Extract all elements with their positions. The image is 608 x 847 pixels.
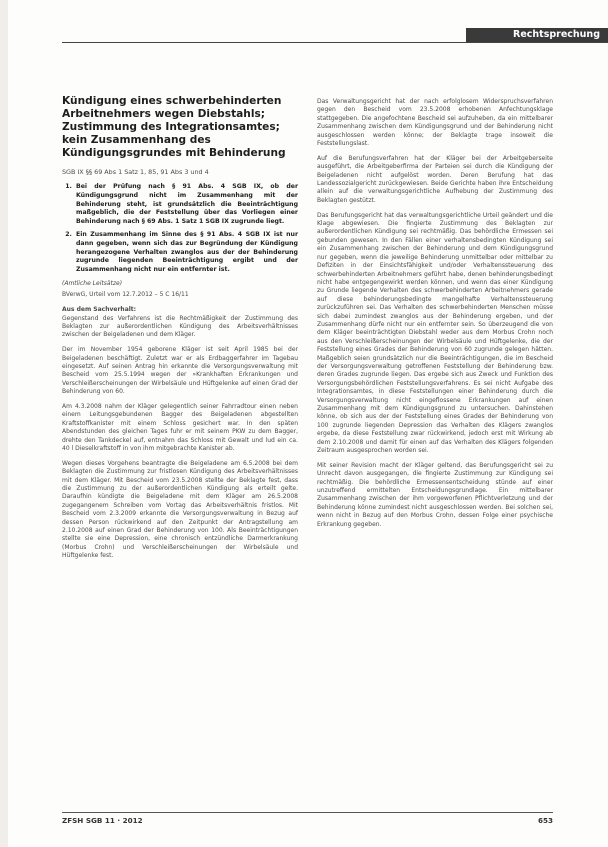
page-margin-strip: [0, 0, 8, 847]
body-paragraph: Auf die Berufungsverfahren hat der Kläger bei der Arbeitgeberseite ausgeführt, die Arbeitgeberfirma der Parteien sei durch die Kündigung der Beigeladenen nicht aufgelöst worden. Deren Berufung hat das Landessozialgericht zurückgewiesen. Beide Gerichte haben ihre Entscheidung allein auf die verwaltungsgerichtliche Aufhebung der Zustimmung des Beklagten gestützt.: [317, 154, 553, 204]
right-column: [317, 98, 553, 535]
facts-heading: Aus dem Sachverhalt:: [62, 306, 137, 314]
body-paragraph: Am 4.3.2008 nahm der Kläger gelegentlich seiner Fahrradtour einen neben einem Leitungsgebundenen Bagger des Beigeladenen abgestellten Kraftstoffkanister mit einem Schloss gesichert war. In den späten Abendstunden des gleichen Tages fuhr er mit seinem PKW zu dem Bagger, drehte den Tankdeckel auf, entnahm das Schloss mit Gewalt und lud ein ca. 40 l Dieselkraftstoff in von ihm mitgebrachte Kanister ab.: [62, 403, 298, 453]
headnote-source: (Amtliche Leitsätze): [62, 280, 123, 288]
body-paragraph: Mit seiner Revision macht der Kläger geltend, das Berufungsgericht sei zu Unrecht davon ausgegangen, die fingierte Zustimmung zur Kündigung sei rechtmäßig. Die behördliche Ermessensentscheidung stünde auf einer unzutreffend ermittelten Entscheidungsgrundlage. Ein mittelbarer Zusammenhang zwischen der ihm vorgeworfenen Pflichtverletzung und der Behinderung könne zumindest nicht ausgeschlossen werden. Bei solchen sei, wenn nicht in Bezug auf den Morbus Crohn, dessen Folge einer psychische Erkrankung gegeben.: [317, 461, 553, 528]
footer-rule: [62, 812, 553, 813]
body-paragraph: Wegen dieses Vorgehens beantragte die Beigeladene am 6.5.2008 bei dem Beklagten die Zustimmung zur fristlosen Kündigung des Arbeitsverhältnisses mit dem Kläger. Mit Bescheid vom 23.5.2008 stellte der Beklagte fest, dass die Zustimmung zu der außerordentlichen Kündigung als erteilt gelte. Daraufhin kündigte die Beigeladene mit dem Kläger am 26.5.2008 zugegangenem Schreiben vom Vortag das Arbeitsverhältnis fristlos. Mit Bescheid vom 2.3.2009 erkannte die Versorgungsverwaltung in Bezug auf dessen Person rückwirkend auf den Zeitpunkt der Antragstellung am 2.10.2008 auf einen Grad der Behinderung von 100. Als Beeinträchtigungen stellte sie eine Depression, eine chronisch entzündliche Darmerkrankung (Morbus Crohn) und Verschleißerscheinungen der Wirbelsäule und Hüftgelenke fest.: [62, 459, 298, 560]
headnotes-list: [62, 183, 298, 274]
header-rule: [62, 42, 608, 43]
journal-name: ZFSH SGB 11 · 2012: [62, 816, 143, 825]
page-number: 653: [537, 816, 553, 825]
court-reference: BVerwG, Urteil vom 12.7.2012 – 5 C 16/11: [62, 290, 189, 298]
body-paragraph: Das Verwaltungsgericht hat der nach erfolglosem Widerspruchsverfahren gegen den Bescheid vom 23.5.2008 erhobenen Anfechtungsklage stattgegeben. Die angefochtene Bescheid sei aufzuheben, da ein mittelbarer Zusammenhang zwischen dem Kündigungsgrund und der Behinderung nicht ausgeschlossen werden könne; der Beklagte trage insoweit die Feststellungslast.: [317, 98, 553, 148]
section-tab: Rechtsprechung: [466, 28, 608, 42]
body-paragraph: Gegenstand des Verfahrens ist die Rechtmäßigkeit der Zustimmung des Beklagten zur außerordentlichen Kündigung des Arbeitsverhältnisses zwischen der Beigeladenen und dem Kläger.: [62, 314, 298, 339]
left-column: [62, 95, 298, 567]
headnote: 2. Ein Zusammenhang im Sinne des § 91 Abs. 4 SGB IX ist nur dann gegeben, wenn sich das zur Begründung der Kündigung herangezogene Verhalten zwanglos aus der der Behinderung zugrunde liegenden Beeinträchtigung ergibt und der Zusammenhang nicht nur ein entfernter ist.: [74, 231, 298, 274]
body-paragraph: Das Berufungsgericht hat das verwaltungsgerichtliche Urteil geändert und die Klage abgewiesen. Die fingierte Zustimmung des Beklagten zur außerordentlichen Kündigung sei rechtmäßig. Das behördliche Ermessen sei gebunden gewesen. In den Fällen einer verhaltensbedingten Kündigung sei ein Zusammenhang zwischen der Behinderung und dem Kündigungsgrund nur gegeben, wenn die jeweilige Behinderung unmittelbar oder mittelbar zu Defiziten in der Einsichtsfähigkeit und/oder Verhaltenssteuerung des schwerbehinderten Arbeitnehmers geführt habe, denen behinderungsbedingt nicht habe entgegengewirkt werden können, und wenn das einer Kündigung zu Grunde liegende Verhalten des schwerbehinderten Arbeitnehmers gerade auf diese behinderungsbedingte mangelhafte Verhaltenssteuerung zurückzuführen sei. Das Verhalten des schwerbehinderten Menschen müsse sich dabei zumindest zwanglos aus der Behinderung ergeben, und der Zusammenhang dürfe nicht nur ein entfernter sein. So überzeugend die von dem Kläger beeinträchtigten Diebstahl weder aus dem Morbus Crohn noch aus den Verschleißerscheinungen der Wirbelsäule und Hüftgelenke, die der Feststellung eines Grades der Behinderung von 60 zugrunde gelegen hätten. Maßgeblich seien grundsätzlich nur die Beeinträchtigungen, die im Bescheid der Versorgungsverwaltung getroffenen Feststellung der Behinderung bzw. deren Grades zugrunde liegen. Das ergebe sich aus Zweck und Funktion des Versorgungsbehördlichen Feststellungsverfahrens. Es sei nicht Aufgabe des Integrationsamtes, in diese Feststellungen einer Behinderung durch die Versorgungsverwaltung nicht eingeflossene Erkrankungen auf einen Zusammenhang mit dem Kündigungsgrund zu untersuchen. Dahinstehen könne, ob sich aus der der Feststellung eines Grades der Behinderung von 100 zugrunde liegenden Depression das Verhalten des Klägers zwanglos ergebe, da diese Feststellung zwar rückwirkend, jedoch erst mit Wirkung ab dem 2.10.2008 und damit für einen auf das Verhalten des Klägers folgenden Zeitraum ausgesprochen worden sei.: [317, 211, 553, 455]
law-reference: SGB IX §§ 69 Abs 1 Satz 1, 85, 91 Abs 3 und 4: [62, 168, 209, 176]
body-paragraph: Der im November 1954 geborene Kläger ist seit April 1985 bei der Beigeladenen beschäftigt. Zuletzt war er als Erdbaggerfahrer im Tagebau eingesetzt. Auf seinen Antrag hin erkannte die Versorgungsverwaltung mit Bescheid vom 25.5.1994 wegen der »Krankhaften Erkrankungen und Verschleißerscheinungen der Wirbelsäule und Hüftgelenke auf einen Grad der Behinderung von 60.: [62, 346, 298, 396]
headnote: 1. Bei der Prüfung nach § 91 Abs. 4 SGB IX, ob der Kündigungsgrund nicht im Zusammenhang mit der Behinderung steht, ist grundsätzlich die Beeinträchtigung maßgeblich, die der Feststellung über das Vorliegen einer Behinderung nach § 69 Abs. 1 Satz 1 SGB IX zugrunde liegt.: [74, 183, 298, 226]
article-title: Kündigung eines schwerbehinderten Arbeitnehmers wegen Diebstahls; Zustimmung des Integrationsamtes; kein Zusammenhang des Kündigungsgrundes mit Behinderung: [62, 95, 286, 159]
